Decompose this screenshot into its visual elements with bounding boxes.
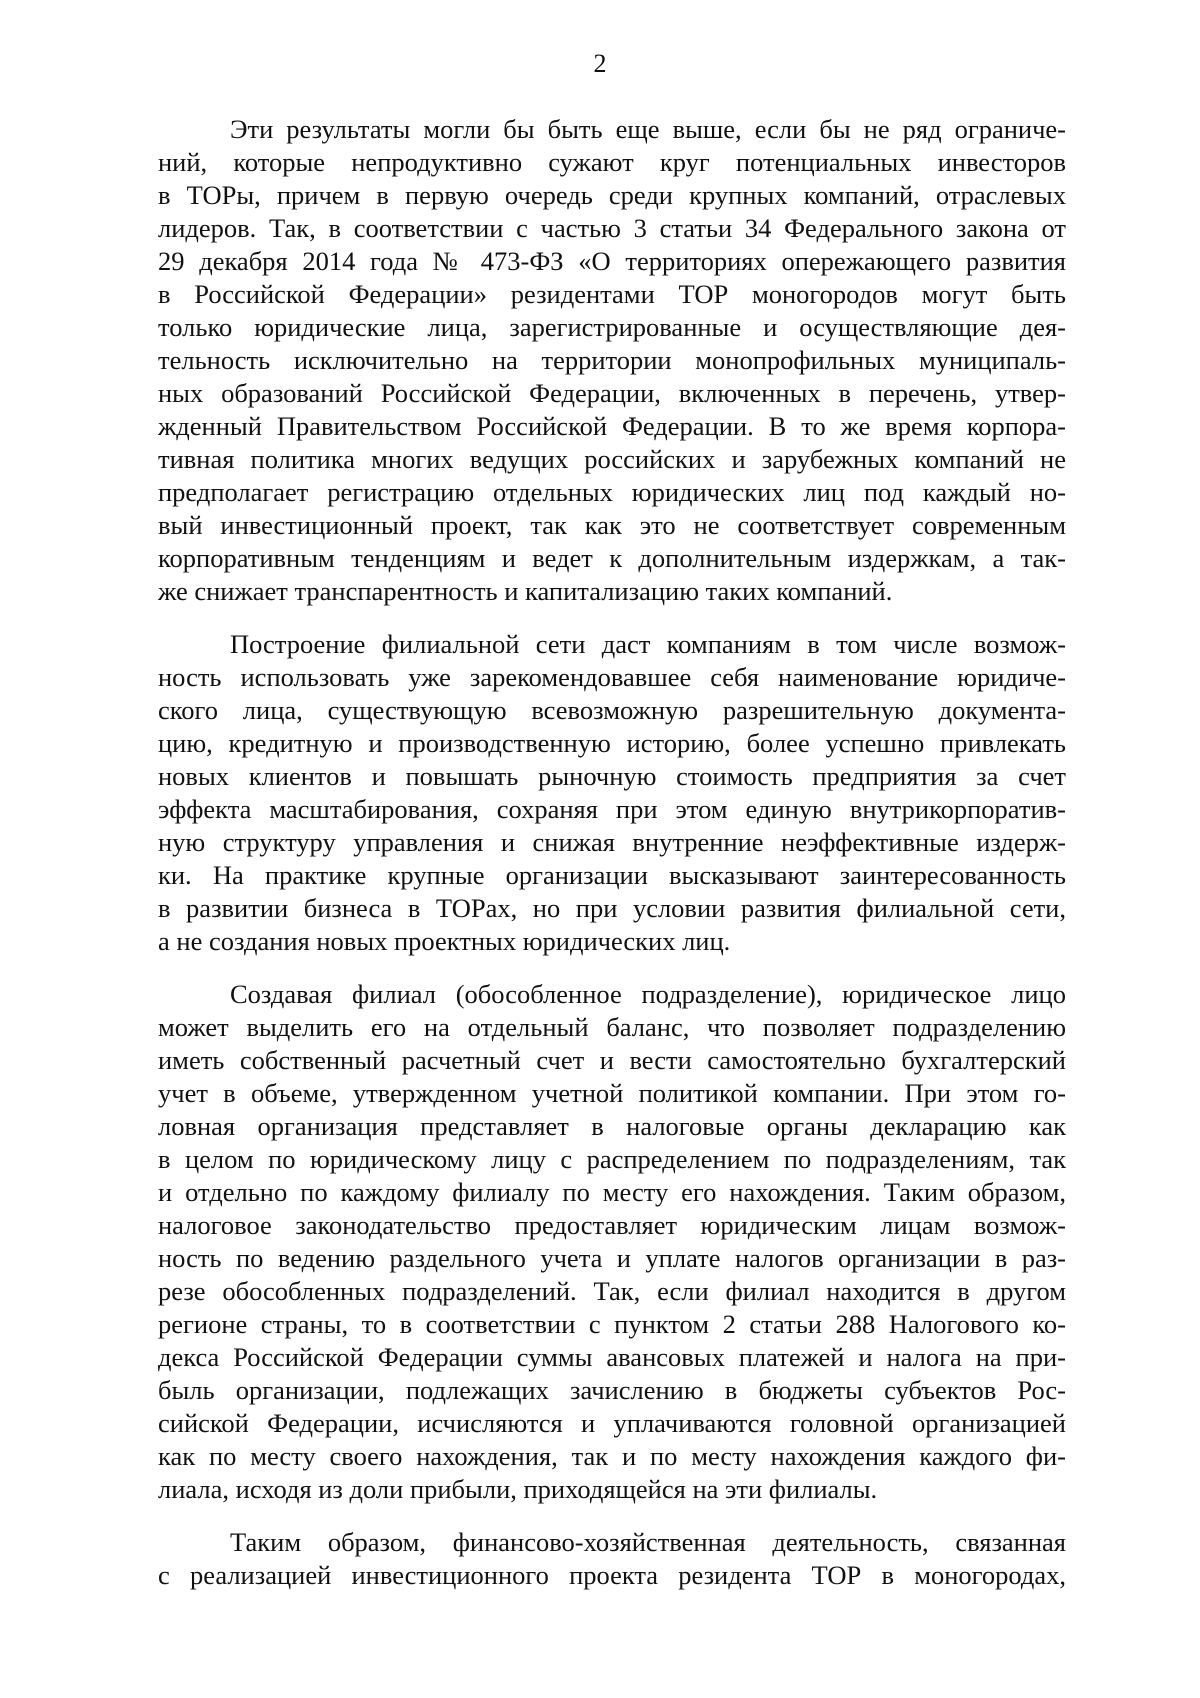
text-line: тивная политика многих ведущих российских и зарубежных компаний не [158,444,1066,474]
text-line: вый инвестиционный проект, так как это не соответствует современным [158,510,1066,540]
text-line: быль организации, подлежащих зачислению в бюджеты субъектов Рос- [158,1375,1066,1405]
text-line: и отдельно по каждому филиалу по месту его нахождения. Таким образом, [158,1177,1066,1207]
text-line: 29 декабря 2014 года № 473-ФЗ «О территориях опережающего развития [158,246,1066,276]
text-line: корпоративным тенденциям и ведет к дополнительным издержкам, а так- [158,543,1066,573]
text-line: тельность исключительно на территории монопрофильных муниципаль- [158,345,1066,375]
text-line: в целом по юридическому лицу с распределением по подразделениям, так [158,1144,1066,1174]
paragraph [158,978,1066,1506]
text-line: сийской Федерации, исчисляются и уплачиваются головной организацией [158,1408,1066,1438]
text-line: лиала, исходя из доли прибыли, приходящейся на эти филиалы. [158,1474,878,1504]
document-body [158,113,1066,1592]
paragraph [158,1526,1066,1592]
text-line: с реализацией инвестиционного проекта резидента ТОР в моногородах, [158,1560,1066,1590]
text-line: жденный Правительством Российской Федерации. В то же время корпора- [158,411,1066,441]
paragraph-gap [158,608,1066,628]
text-line: Эти результаты могли бы быть еще выше, если бы не ряд ограниче- [230,114,1066,144]
text-line: Таким образом, финансово-хозяйственная деятельность, связанная [230,1527,1066,1557]
text-line: в ТОРы, причем в первую очередь среди крупных компаний, отраслевых [158,180,1066,210]
paragraph-gap [158,1506,1066,1526]
text-line: регионе страны, то в соответствии с пунктом 2 статьи 288 Налогового ко- [158,1309,1066,1339]
text-line: может выделить его на отдельный баланс, что позволяет подразделению [158,1012,1066,1042]
text-line: предполагает регистрацию отдельных юридических лиц под каждый но- [158,477,1066,507]
text-line: в Российской Федерации» резидентами ТОР моногородов могут быть [158,279,1066,309]
text-line: ность использовать уже зарекомендовавшее себя наименование юридиче- [158,662,1066,692]
paragraph [158,628,1066,958]
text-line: эффекта масштабирования, сохраняя при этом единую внутрикорпоратив- [158,794,1066,824]
text-line: цию, кредитную и производственную историю, более успешно привлекать [158,728,1066,758]
text-line: декса Российской Федерации суммы авансовых платежей и налога на при- [158,1342,1066,1372]
text-line: ки. На практике крупные организации высказывают заинтересованность [158,860,1066,890]
text-line: же снижает транспарентность и капитализацию таких компаний. [158,576,893,606]
text-line: а не создания новых проектных юридических лиц. [158,926,731,956]
text-line: новых клиентов и повышать рыночную стоимость предприятия за счет [158,761,1066,791]
text-line: ний, которые непродуктивно сужают круг потенциальных инвесторов [158,147,1066,177]
text-line: ского лица, существующую всевозможную разрешительную документа- [158,695,1066,725]
text-line: ность по ведению раздельного учета и уплате налогов организации в раз- [158,1243,1066,1273]
text-line: налоговое законодательство предоставляет юридическим лицам возмож- [158,1210,1066,1240]
text-line: учет в объеме, утвержденном учетной политикой компании. При этом го- [158,1078,1066,1108]
text-line: иметь собственный расчетный счет и вести самостоятельно бухгалтерский [158,1045,1066,1075]
text-line: Построение филиальной сети даст компаниям в том числе возмож- [230,629,1066,659]
text-line: только юридические лица, зарегистрированные и осуществляющие дея- [158,312,1066,342]
text-line: резе обособленных подразделений. Так, если филиал находится в другом [158,1276,1066,1306]
text-line: ных образований Российской Федерации, включенных в перечень, утвер- [158,378,1066,408]
text-line: Создавая филиал (обособленное подразделение), юридическое лицо [230,979,1066,1009]
paragraph [158,113,1066,608]
text-line: ловная организация представляет в налоговые органы декларацию как [158,1111,1066,1141]
page-number: 2 [593,49,607,78]
text-line: ную структуру управления и снижая внутренние неэффективные издерж- [158,827,1066,857]
text-line: лидеров. Так, в соответствии с частью 3 статьи 34 Федерального закона от [158,213,1066,243]
text-line: в развитии бизнеса в ТОРах, но при условии развития филиальной сети, [158,893,1066,923]
paragraph-gap [158,958,1066,978]
text-line: как по месту своего нахождения, так и по месту нахождения каждого фи- [158,1441,1066,1471]
